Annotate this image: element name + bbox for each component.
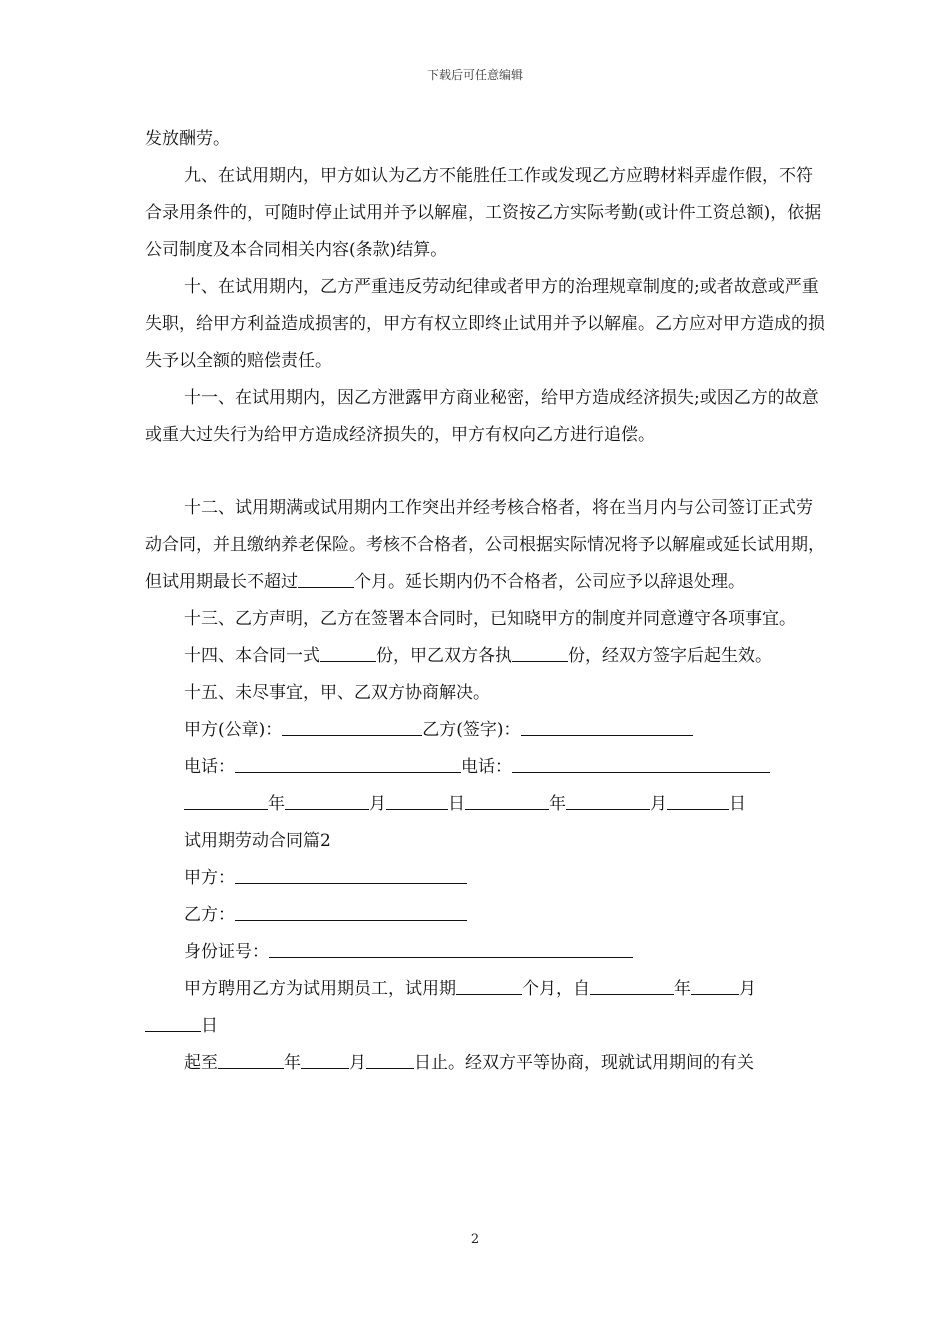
party-a-seal-label: 甲方(公章)：	[184, 720, 283, 740]
clause-9: 九、在试用期内，甲方如认为乙方不能胜任工作或发现乙方应聘材料弄虚作假，不符合录用条件的，可随时停止试用并予以解雇，工资按乙方实际考勤(或计件工资总额)，依据公司制度及本合同相关内容(条款)结算。	[145, 166, 822, 260]
contract-2-id-label: 身份证号：	[184, 942, 269, 962]
contract-2-start-year-blank	[590, 978, 674, 995]
contract-2-until-month: 月	[349, 1053, 366, 1073]
contract-2-id-blank	[269, 941, 633, 958]
party-b-phone-label: 电话：	[461, 757, 512, 777]
party-a-month-blank	[285, 793, 369, 810]
clause-14-text-c: 份，经双方签字后起生效。	[568, 646, 772, 666]
contract-2-end-month-blank	[301, 1052, 349, 1069]
party-a-seal-blank	[282, 719, 422, 736]
contract-2-start-day-blank	[145, 1015, 201, 1032]
contract-2-end-year-blank	[218, 1052, 284, 1069]
party-a-phone-blank	[235, 756, 461, 773]
document-body	[145, 121, 825, 1082]
clause-12	[145, 490, 825, 601]
party-a-year-blank	[184, 793, 268, 810]
month-label: 月	[369, 794, 386, 814]
party-b-sign-label: 乙方(签字)：	[422, 720, 521, 740]
blank-copies-each	[512, 645, 568, 662]
clause-14	[145, 638, 825, 675]
party-b-year-blank	[465, 793, 549, 810]
page-header: 下载后可任意编辑	[426, 68, 523, 82]
contract-2-party-b-blank	[235, 904, 467, 921]
spacer	[145, 454, 825, 490]
paragraph-continuation: 发放酬劳。	[145, 129, 230, 149]
contract-2-end-day-blank	[366, 1052, 414, 1069]
party-b-sign-blank	[521, 719, 693, 736]
contract-2-until-row	[145, 1045, 825, 1082]
contract-2-party-a-label: 甲方：	[184, 868, 235, 888]
clause-12-text-b: 个月。延长期内仍不合格者，公司应予以辞退处理。	[354, 572, 745, 592]
signature-parties-row	[145, 712, 825, 749]
blank-copies-total	[320, 645, 376, 662]
contract-2-party-a-blank	[235, 867, 467, 884]
day-label: 日	[729, 794, 746, 814]
contract-2-until-text-a: 起至	[184, 1053, 218, 1073]
contract-2-party-b-label: 乙方：	[184, 905, 235, 925]
blank-months-max	[298, 571, 354, 588]
party-b-day-blank	[667, 793, 729, 810]
clause-12-text-a: 十二、试用期满或试用期内工作突出并经考核合格者，将在当月内与公司签订正式劳动合同，并且缴纳养老保险。考核不合格者，公司根据实际情况将予以解雇或延长试用期，但试用期最长不超过	[145, 498, 825, 592]
year-label: 年	[268, 794, 285, 814]
contract-2-hire-month: 月	[739, 979, 756, 999]
year-label: 年	[549, 794, 566, 814]
contract-2-until-text-d: 日止。经双方平等协商，现就试用期间的有关	[414, 1053, 754, 1073]
month-label: 月	[650, 794, 667, 814]
party-a-day-blank	[386, 793, 448, 810]
party-b-phone-blank	[512, 756, 770, 773]
clause-15: 十五、未尽事宜，甲、乙双方协商解决。	[184, 683, 490, 703]
contract-2-start-month-blank	[691, 978, 739, 995]
day-label: 日	[448, 794, 465, 814]
contract-2-hire-row-cont	[145, 1008, 825, 1045]
contract-2-party-a-row	[145, 860, 825, 897]
contract-2-hire-text-b: 个月，自	[522, 979, 590, 999]
contract-2-hire-day: 日	[201, 1016, 218, 1036]
page-number: 2	[470, 1232, 480, 1247]
clause-13: 十三、乙方声明，乙方在签署本合同时，已知晓甲方的制度并同意遵守各项事宜。	[184, 609, 796, 629]
contract-2-hire-year: 年	[674, 979, 691, 999]
clause-14-text-a: 十四、本合同一式	[184, 646, 320, 666]
contract-2-party-b-row	[145, 897, 825, 934]
clause-14-text-b: 份，甲乙双方各执	[376, 646, 512, 666]
party-b-month-blank	[566, 793, 650, 810]
party-a-phone-label: 电话：	[184, 757, 235, 777]
clause-11: 十一、在试用期内，因乙方泄露甲方商业秘密，给甲方造成经济损失;或因乙方的故意或重大过失行为给甲方造成经济损失的，甲方有权向乙方进行追偿。	[145, 388, 819, 445]
contract-2-hire-row	[145, 971, 825, 1008]
signature-phone-row	[145, 749, 825, 786]
clause-10: 十、在试用期内，乙方严重违反劳动纪律或者甲方的治理规章制度的;或者故意或严重失职，给甲方利益造成损害的，甲方有权立即终止试用并予以解雇。乙方应对甲方造成的损失予以全额的赔偿责任。	[145, 277, 825, 371]
contract-2-title: 试用期劳动合同篇2	[184, 831, 331, 851]
contract-2-until-year: 年	[284, 1053, 301, 1073]
contract-2-id-row	[145, 934, 825, 971]
contract-2-hire-text-a: 甲方聘用乙方为试用期员工，试用期	[184, 979, 456, 999]
contract-2-trial-months-blank	[456, 978, 522, 995]
signature-date-row	[145, 786, 825, 823]
